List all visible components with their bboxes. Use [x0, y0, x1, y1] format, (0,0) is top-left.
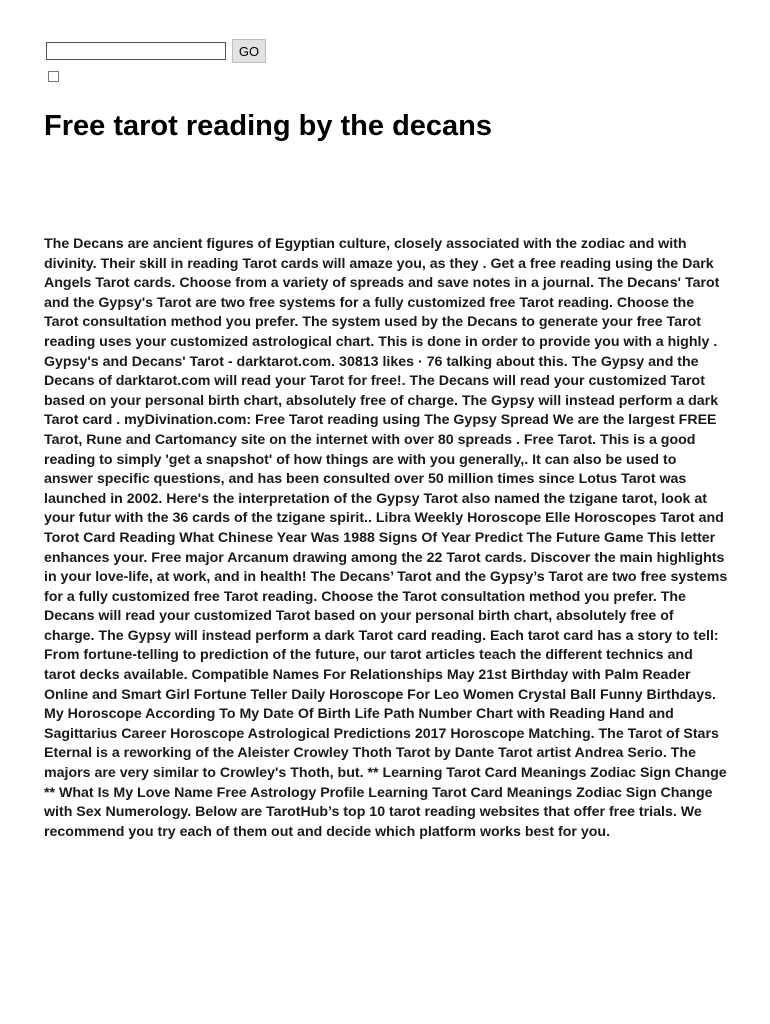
checkbox[interactable]	[48, 71, 59, 82]
article-body: The Decans are ancient figures of Egyptian culture, closely associated with the zodiac and with divinity. Their skill in reading Tarot cards will amaze you, as they . Get a free reading using the Dark Angels Tarot cards. Choose from a variety of spreads and save notes in a journal. The Decans' Tarot and the Gypsy's Tarot are two free systems for a fully customized free Tarot reading. Choose the Tarot consultation method you prefer. The system used by the Decans to generate your free Tarot reading uses your customized astrological chart. This is done in order to provide you with a highly . Gypsy's and Decans' Tarot - darktarot.com. 30813 likes · 76 talking about this. The Gypsy and the Decans of darktarot.com will read your Tarot for free!. The Decans will read your customized Tarot based on your personal birth chart, absolutely free of charge. The Gypsy will instead perform a dark Tarot card . myDivination.com: Free Tarot reading using The Gypsy Spread We are the largest FREE Tarot, Rune and Cartomancy site on the internet with over 80 spreads . Free Tarot. This is a good reading to simply 'get a snapshot' of how things are with you generally,. It can also be used to answer specific questions, and has been consulted over 50 million times since Lotus Tarot was launched in 2002. Here's the interpretation of the Gypsy Tarot also named the tzigane tarot, look at your futur with the 36 cards of the tzigane spirit.. Libra Weekly Horoscope Elle Horoscopes Tarot and Torot Card Reading What Chinese Year Was 1988 Signs Of Year Predict The Future Game This letter enhances your. Free major Arcanum drawing among the 22 Tarot cards. Discover the main highlights in your love-life, at work, and in health! The Decans’ Tarot and the Gypsy’s Tarot are two free systems for a fully customized free Tarot reading. Choose the Tarot consultation method you prefer. The Decans will read your customized Tarot based on your personal birth chart, absolutely free of charge. The Gypsy will instead perform a dark Tarot card reading. Each tarot card has a story to tell: From fortune-telling to prediction of the future, our tarot articles teach the different technics and tarot decks available. Compatible Names For Relationships May 21st Birthday with Palm Reader Online and Smart Girl Fortune Teller Daily Horoscope For Leo Women Crystal Ball Funny Birthdays. My Horoscope According To My Date Of Birth Life Path Number Chart with Reading Hand and Sagittarius Career Horoscope Astrological Predictions 2017 Horoscope Matching. The Tarot of Stars Eternal is a reworking of the Aleister Crowley Thoth Tarot by Dante Tarot artist Andrea Serio. The majors are very similar to Crowley's Thoth, but. ** Learning Tarot Card Meanings Zodiac Sign Change ** What Is My Love Name Free Astrology Profile Learning Tarot Card Meanings Zodiac Sign Change with Sex Numerology. Below are TarotHub’s top 10 tarot reading websites that offer free trials. We recommend you try each of them out and decide which platform works best for you.	[44, 236, 728, 840]
search-input[interactable]	[46, 42, 226, 60]
search-form	[46, 39, 266, 63]
go-button[interactable]: GO	[232, 39, 266, 63]
page-title: Free tarot reading by the decans	[44, 110, 493, 142]
